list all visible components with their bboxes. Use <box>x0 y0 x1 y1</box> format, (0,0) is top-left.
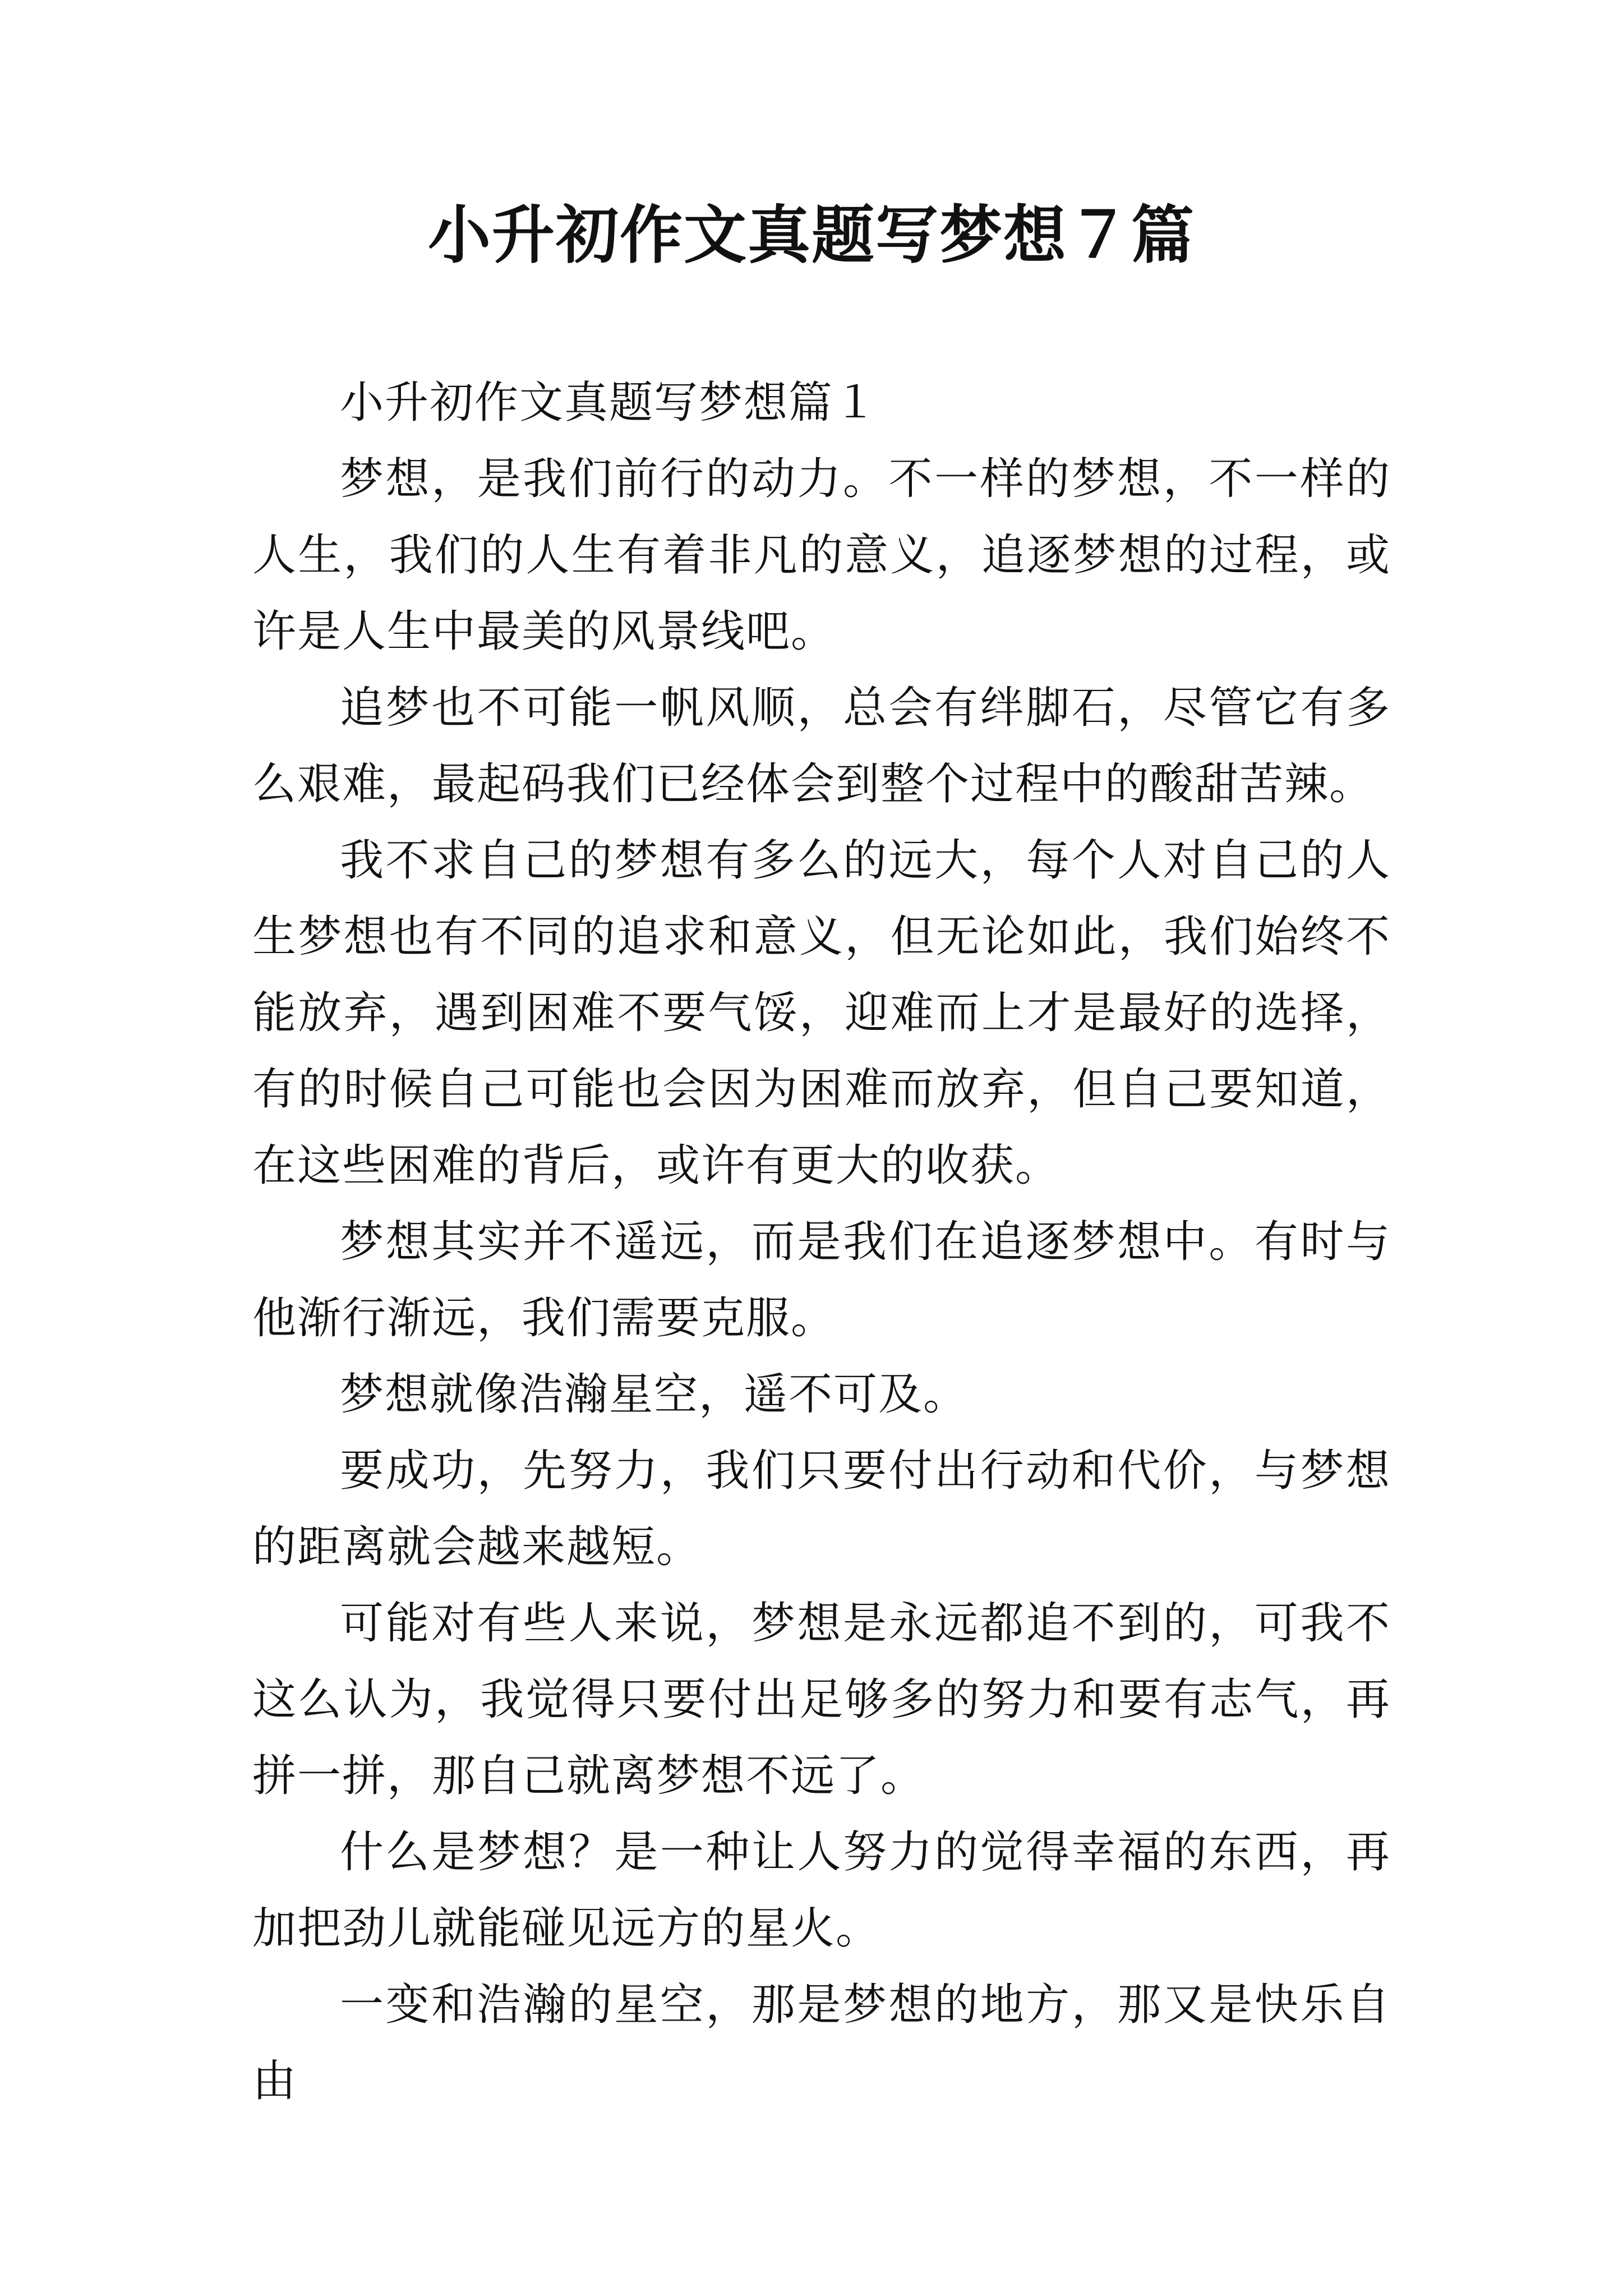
paragraph: 梦想其实并不遥远，而是我们在追逐梦想中。有时与他渐行渐远，我们需要克服。 <box>252 1217 1391 1343</box>
document-title: 小升初作文真题写梦想７篇 <box>428 199 1195 272</box>
document-body <box>252 365 1391 2119</box>
paragraph: 梦想，是我们前行的动力。不一样的梦想，不一样的人生，我们的人生有着非凡的意义，追逐梦想的过程，或许是人生中最美的风景线吧。 <box>252 454 1391 657</box>
paragraph: 梦想就像浩瀚星空，遥不可及。 <box>340 1369 969 1420</box>
paragraph: 要成功，先努力，我们只要付出行动和代价，与梦想的距离就会越来越短。 <box>252 1446 1391 1572</box>
paragraph: 追梦也不可能一帆风顺，总会有绊脚石，尽管它有多么艰难，最起码我们已经体会到整个过程中的酸甜苦辣。 <box>252 683 1391 809</box>
paragraph: 什么是梦想？是一种让人努力的觉得幸福的东西，再加把劲儿就能碰见远方的星火。 <box>252 1827 1391 1954</box>
paragraph: 我不求自己的梦想有多么的远大，每个人对自己的人生梦想也有不同的追求和意义，但无论如此，我们始终不能放弃，遇到困难不要气馁，迎难而上才是最好的选择，有的时候自己可能也会因为困难而放弃，但自己要知道，在这些困难的背后，或许有更大的收获。 <box>252 835 1391 1191</box>
paragraph: 可能对有些人来说，梦想是永远都追不到的，可我不这么认为，我觉得只要付出足够多的努力和要有志气，再拼一拼，那自己就离梦想不远了。 <box>252 1598 1391 1801</box>
section-heading: 小升初作文真题写梦想篇１ <box>340 378 879 428</box>
paragraph: 一变和浩瀚的星空，那是梦想的地方，那又是快乐自由 <box>252 1980 1391 2106</box>
